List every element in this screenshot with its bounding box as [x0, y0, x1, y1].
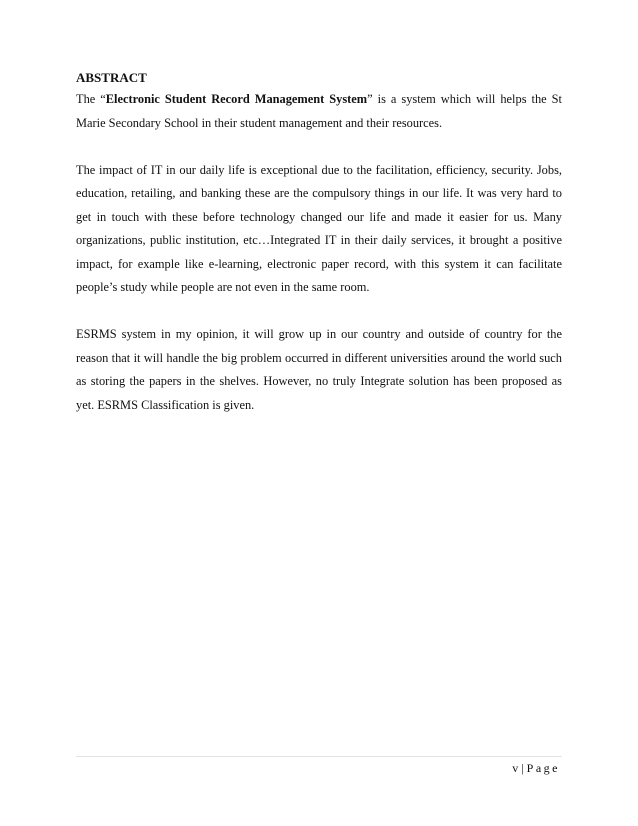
page-label: Page [526, 761, 560, 775]
paragraph-it-impact: The impact of IT in our daily life is exceptional due to the facilitation, efficiency, security. Jobs, education, retailing, and banking these are the compulsory things in our life. It was very hard to get in touch with these before technology changed our life and made it easier for us. Many organizations, public institution, etc…Integrated IT in their daily services, it brought a positive impact, for example like e-learning, electronic paper record, with this system it can facilitate people’s study while people are not even in the same room. [76, 162, 562, 294]
paragraph-intro [76, 88, 562, 135]
footer-divider [76, 756, 562, 757]
system-title: Electronic Student Record Management System [105, 92, 368, 106]
document-body [76, 68, 562, 417]
paragraph-esrms-opinion: ESRMS system in my opinion, it will grow up in our country and outside of country for the reason that it will handle the big problem occurred in different universities around the world such as storing the papers in the shelves. However, no truly Integrate solution has been proposed as yet. ESRMS Classification is given. [76, 327, 562, 412]
page-number: v [512, 761, 519, 775]
footer-separator: | [521, 761, 524, 775]
intro-prefix: The “ [76, 92, 106, 106]
page-footer [512, 759, 560, 777]
abstract-heading: ABSTRACT [76, 70, 147, 85]
intro-suffix: ” is a system which will helps the St Marie Secondary School in their student management and their resources. [76, 92, 562, 130]
